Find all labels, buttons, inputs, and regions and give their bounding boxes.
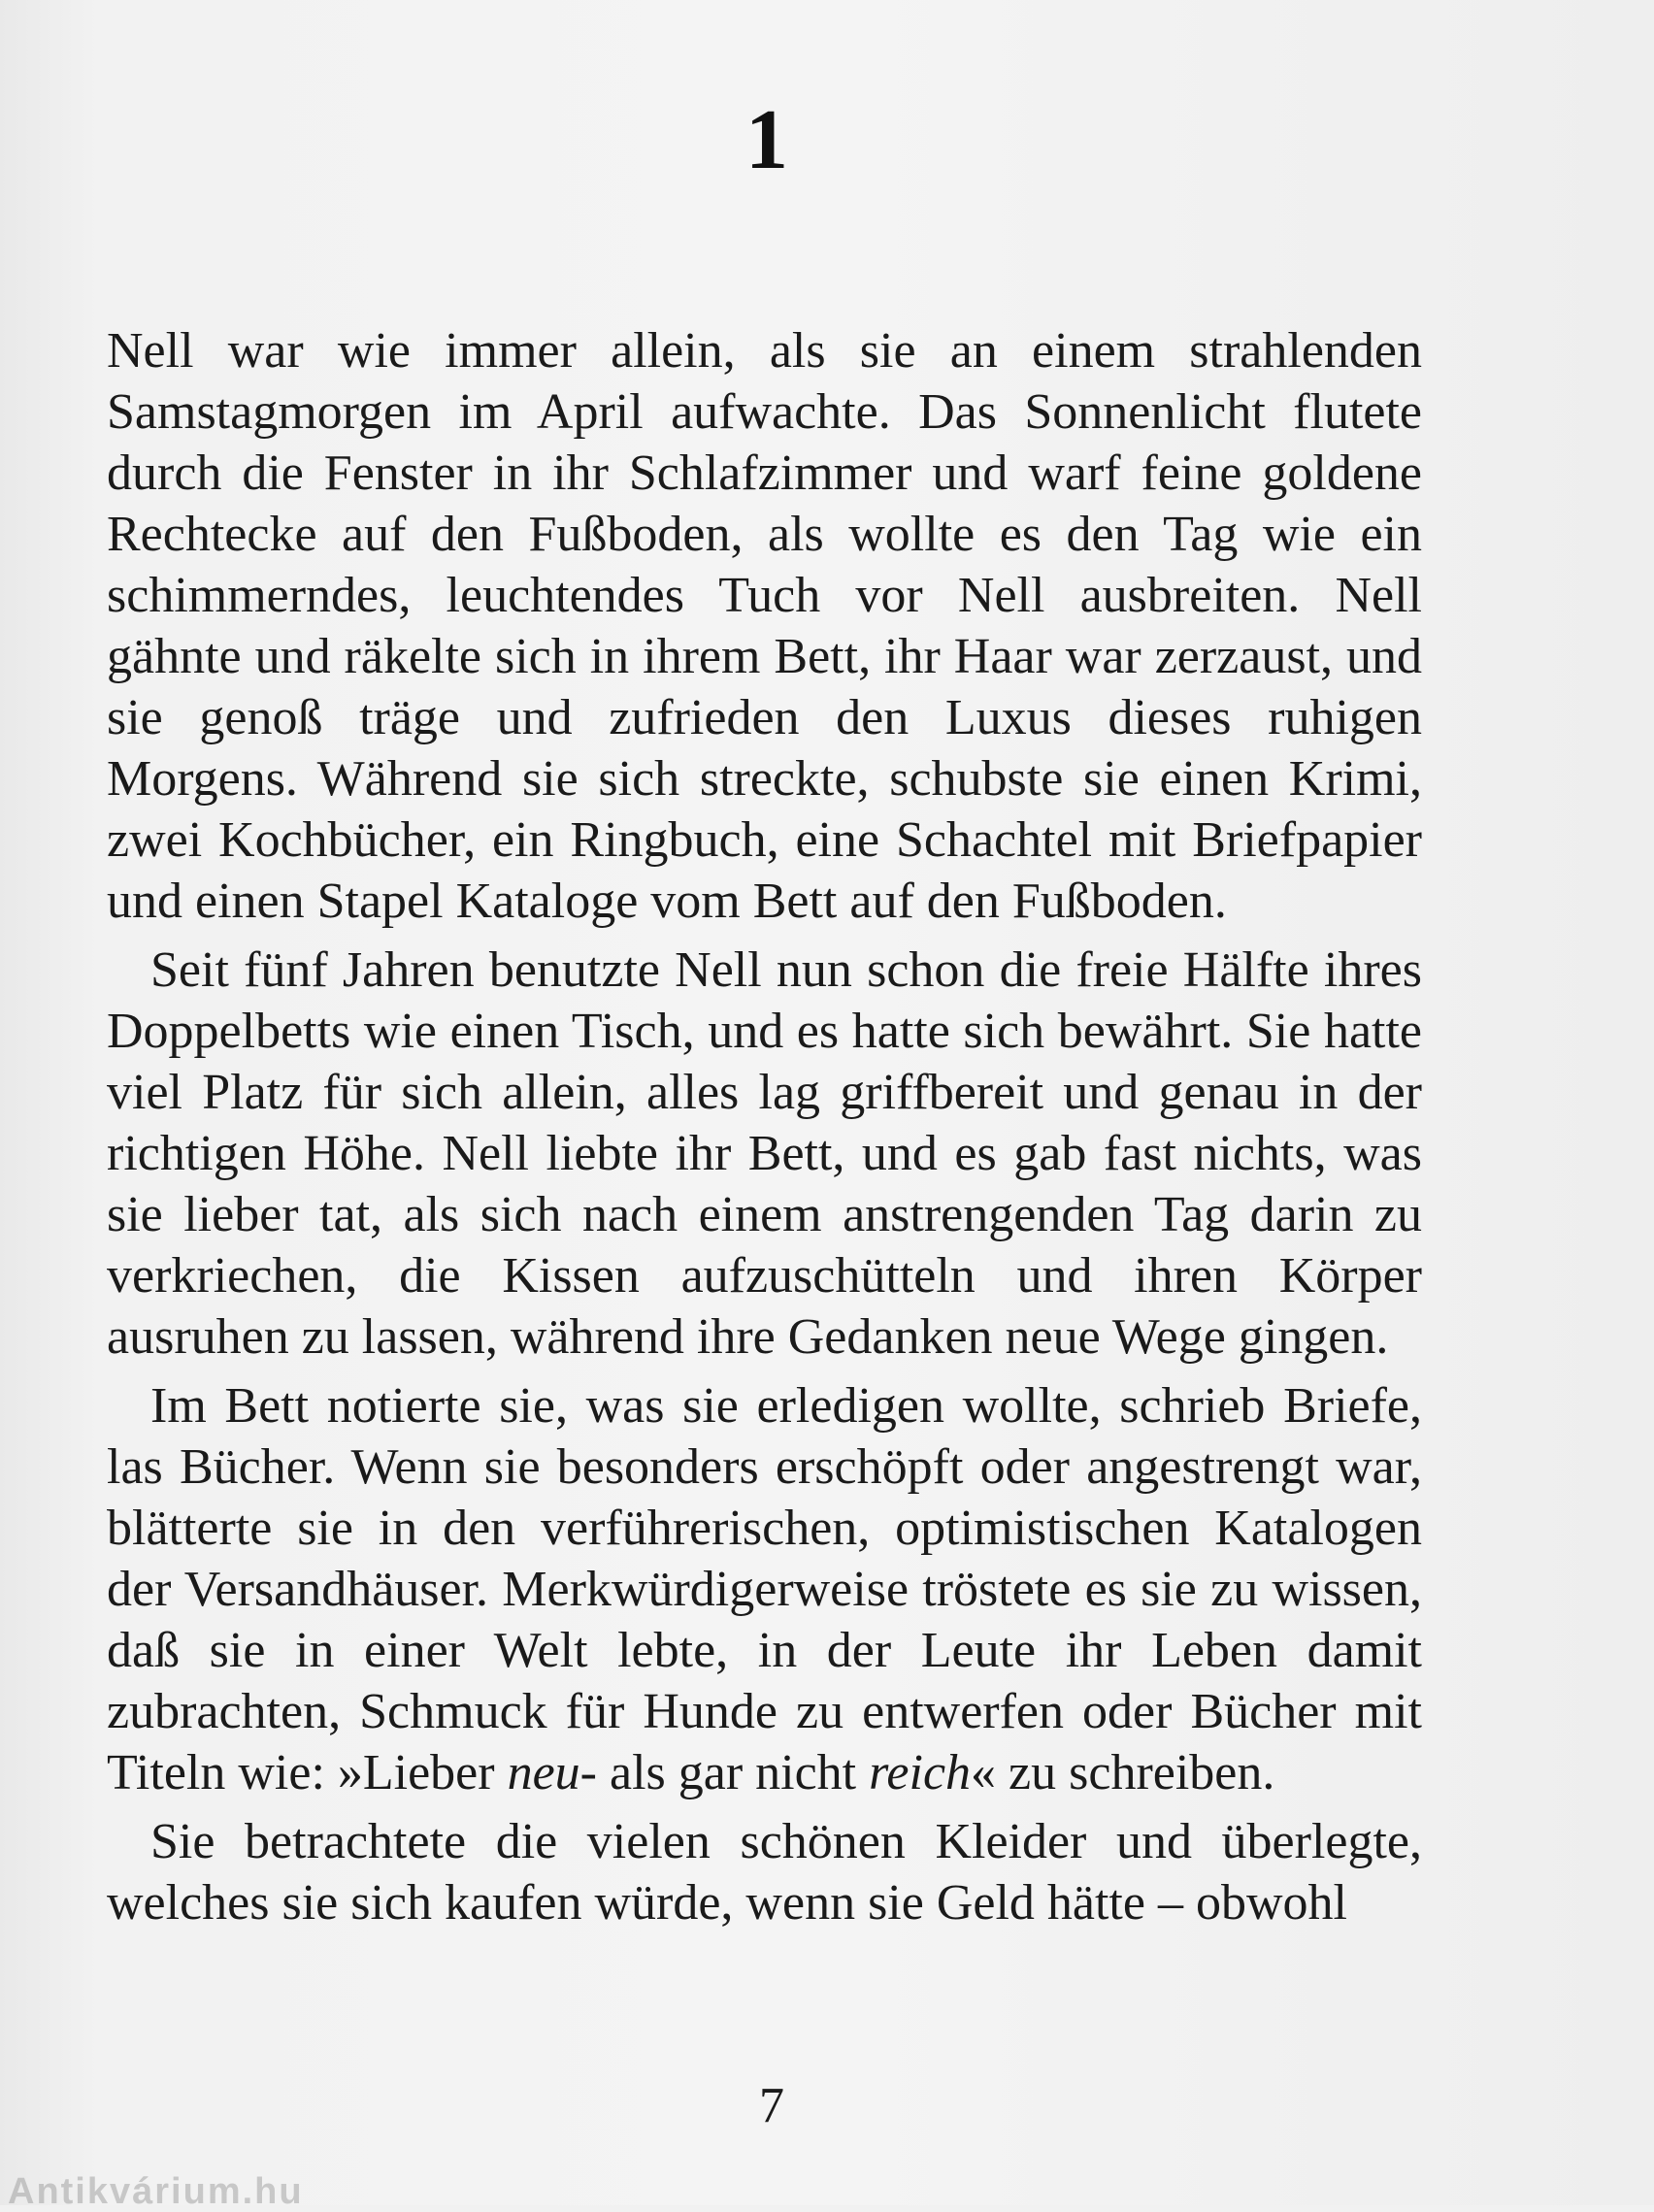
paragraph-1: Nell war wie immer allein, als sie an einem strahlenden Samstagmorgen im April aufwachte. Das Sonnenlicht flutete durch die Fenster in ihr Schlafzimmer und warf feine goldene Rechtecke auf den Fußboden, als wollte es den Tag wie ein schimmerndes, leuchtendes Tuch vor Nell ausbreiten. Nell gähnte und räkelte sich in ihrem Bett, ihr Haar war zerzaust, und sie genoß träge und zufrieden den Luxus dieses ruhigen Morgens. Während sie sich streckte, schubste sie einen Krimi, zwei Kochbücher, ein Ringbuch, eine Schachtel mit Briefpapier und einen Stapel Kataloge vom Bett auf den Fußboden. xyxy=(107,323,1422,929)
body-text xyxy=(107,320,1422,1933)
paragraph-3-text-middle: als gar nicht xyxy=(596,1745,870,1800)
watermark: Antikvárium.hu xyxy=(8,2171,304,2212)
paragraph-4: Sie betrachtete die vielen schönen Kleider und überlegte, welches sie sich kaufen würde, wenn sie Geld hätte – obwohl xyxy=(107,1814,1422,1931)
paragraph-3 xyxy=(107,1375,1422,1803)
chapter-number: 1 xyxy=(745,93,788,187)
page-number: 7 xyxy=(759,2078,784,2133)
italic-word-neu: neu- xyxy=(507,1745,597,1800)
paragraph-3-text-end: « zu schreiben. xyxy=(971,1745,1275,1800)
paragraph-3-text-start: Im Bett notierte sie, was sie erledigen wollte, schrieb Briefe, las Bücher. Wenn sie besonders erschöpft oder angestrengt war, blätterte sie in den verführerischen, optimistischen Katalogen der Versandhäuser. Merkwürdigerweise tröstete es sie zu wissen, daß sie in einer Welt lebte, in der Leute ihr Leben damit zubrachten, Schmuck für Hunde zu entwerfen oder Bücher mit Titeln wie: »Lieber xyxy=(107,1378,1422,1800)
italic-word-reich: reich xyxy=(869,1745,972,1800)
paragraph-2: Seit fünf Jahren benutzte Nell nun schon die freie Hälfte ihres Doppelbetts wie einen Tisch, und es hatte sich bewährt. Sie hatte viel Platz für sich allein, alles lag griffbereit und genau in der richtigen Höhe. Nell liebte ihr Bett, und es gab fast nichts, was sie lieber tat, als sich nach einem anstrengenden Tag darin zu verkriechen, die Kissen aufzuschütteln und ihren Körper ausruhen zu lassen, während ihre Gedanken neue Wege gingen. xyxy=(107,942,1422,1365)
